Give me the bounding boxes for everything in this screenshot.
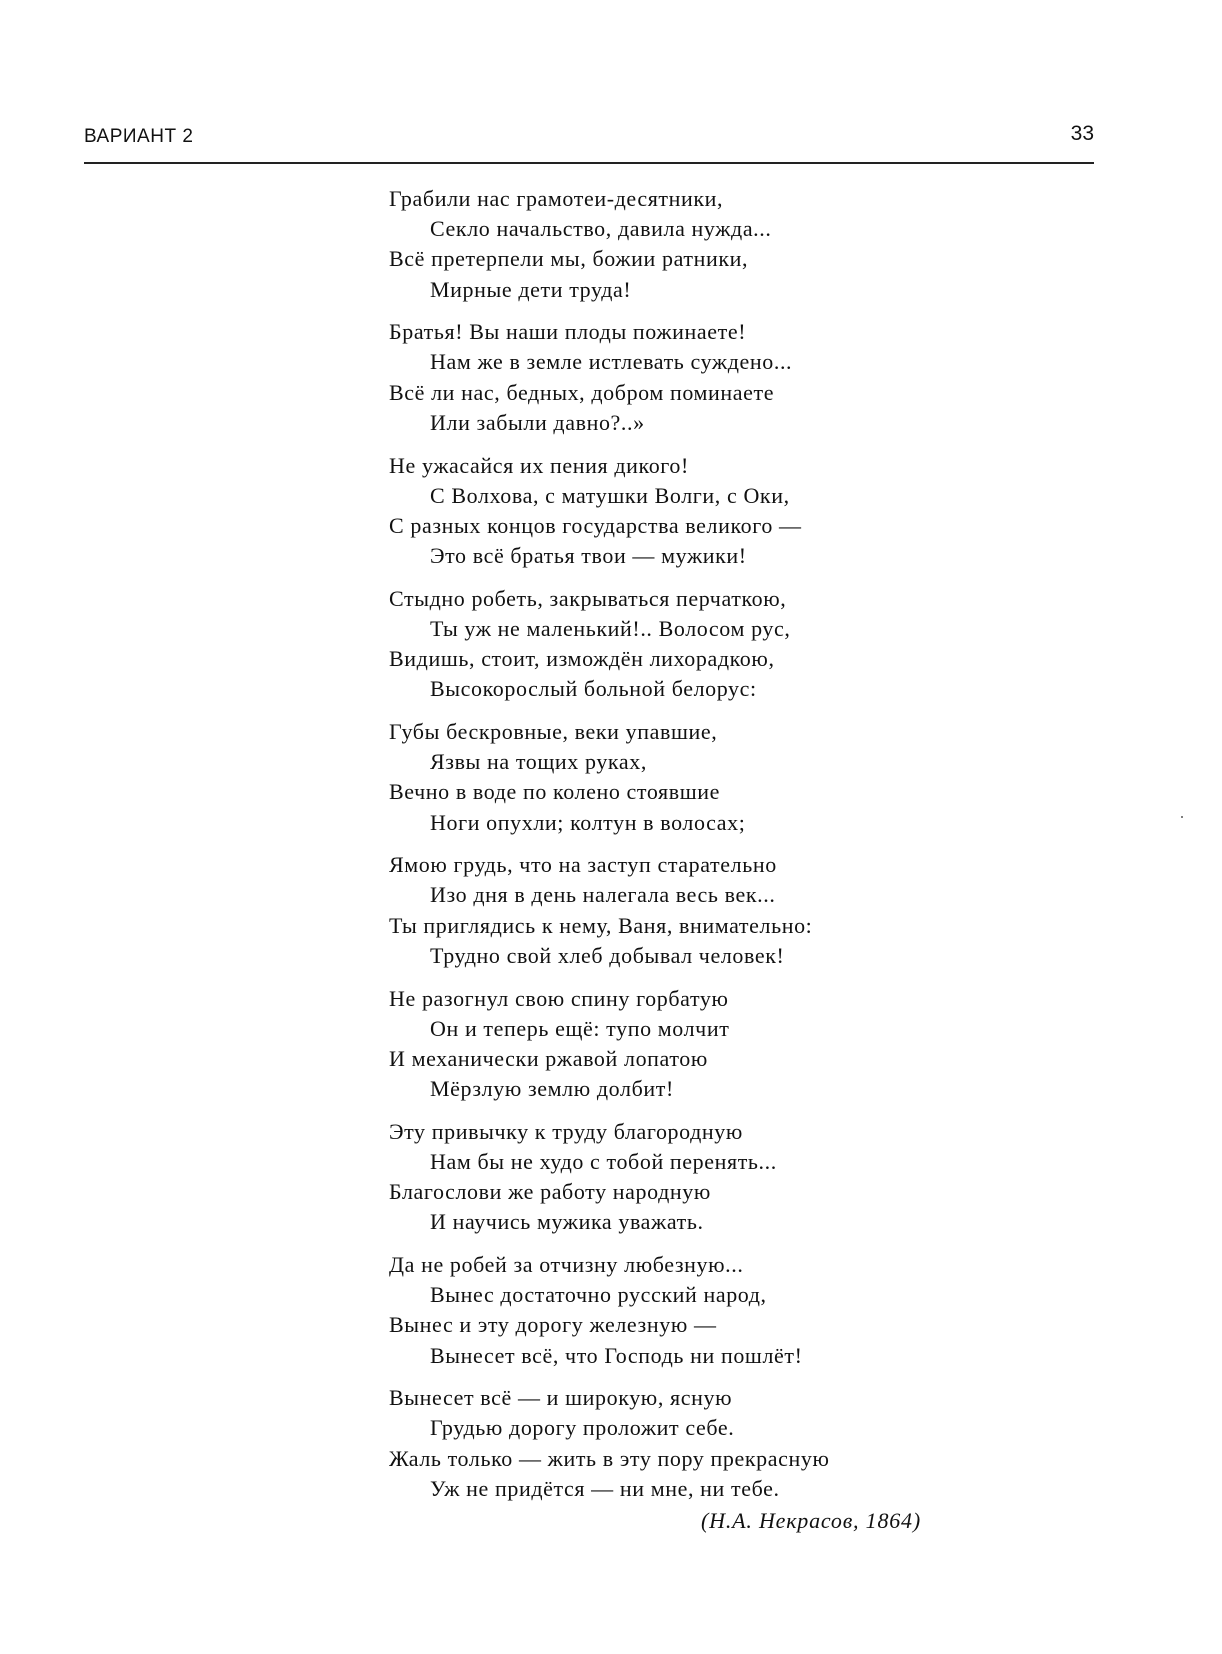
poem-line: Всё претерпели мы, божии ратники,	[389, 246, 749, 272]
poem-line: Или забыли давно?..»	[430, 409, 645, 435]
stanza-1	[389, 184, 949, 305]
poem-attribution: (Н.А. Некрасов, 1864)	[701, 1508, 921, 1533]
poem	[389, 184, 949, 1517]
poem-line: Ты приглядись к нему, Ваня, внимательно:	[389, 912, 813, 938]
stanza-2	[389, 317, 949, 438]
poem-line: Благослови же работу народную	[389, 1179, 711, 1205]
poem-line: Высокорослый больной белорус:	[430, 676, 757, 702]
poem-line: Вынесет всё — и широкую, ясную	[389, 1385, 733, 1411]
poem-line: И научись мужика уважать.	[430, 1209, 704, 1235]
poem-line: Мёрзлую землю долбит!	[430, 1076, 674, 1102]
poem-line: Губы бескровные, веки упавшие,	[389, 719, 718, 744]
poem-line: Вынес достаточно русский народ,	[430, 1282, 767, 1308]
poem-line: Братья! Вы наши плоды пожинаете!	[389, 319, 747, 345]
stanza-7	[389, 984, 949, 1105]
poem-line: Вечно в воде по колено стоявшие	[389, 779, 721, 805]
poem-line: Вынесет всё, что Господь ни пошлёт!	[430, 1342, 803, 1368]
poem-line: Грудью дорогу проложит себе.	[430, 1415, 735, 1441]
poem-line: Грабили нас грамотеи-десятники,	[389, 186, 724, 211]
scan-speck	[1181, 816, 1183, 818]
stanza-3	[389, 451, 949, 572]
header-title: ВАРИАНТ 2	[84, 126, 194, 147]
poem-line: Нам бы не худо с тобой перенять...	[430, 1148, 777, 1174]
poem-line: Ямою грудь, что на заступ старательно	[389, 852, 777, 878]
stanza-5	[389, 717, 949, 838]
poem-line: Ты уж не маленький!.. Волосом рус,	[430, 615, 791, 641]
stanza-6	[389, 850, 949, 971]
poem-line: С Волхова, с матушки Волги, с Оки,	[430, 482, 790, 508]
poem-line: Видишь, стоит, измождён лихорадкою,	[389, 646, 775, 672]
poem-line: Не ужасайся их пения дикого!	[389, 452, 689, 478]
poem-line: Нам же в земле истлевать суждено...	[430, 349, 793, 375]
poem-line: Секло начальство, давила нужда...	[430, 216, 772, 242]
poem-line: Жаль только — жить в эту пору прекрасную	[389, 1445, 830, 1471]
poem-line: Изо дня в день налегала весь век...	[430, 882, 776, 908]
poem-line: Ноги опухли; колтун в волосах;	[430, 809, 746, 835]
page-number: 33	[1070, 122, 1094, 145]
poem-line: И механически ржавой лопатою	[389, 1045, 708, 1071]
poem-line: Не разогнул свою спину горбатую	[389, 985, 729, 1011]
poem-line: Стыдно робеть, закрываться перчаткою,	[389, 585, 787, 611]
stanza-8	[389, 1117, 949, 1238]
stanza-9	[389, 1250, 949, 1371]
poem-line: Это всё братья твои — мужики!	[430, 543, 747, 569]
poem-line: Да не робей за отчизну любезную...	[389, 1252, 744, 1277]
poem-line: Мирные дети труда!	[430, 276, 632, 302]
poem-line: Трудно свой хлеб добывал человек!	[430, 942, 785, 968]
poem-line: Вынес и эту дорогу железную —	[389, 1312, 717, 1338]
poem-line: С разных концов государства великого —	[389, 512, 802, 538]
poem-line: Эту привычку к труду благородную	[389, 1118, 743, 1144]
stanza-4	[389, 584, 949, 705]
poem-line: Язвы на тощих руках,	[430, 749, 647, 775]
stanza-10	[389, 1383, 949, 1504]
poem-line: Всё ли нас, бедных, добром поминаете	[389, 379, 775, 405]
poem-line: Уж не придётся — ни мне, ни тебе.	[430, 1475, 780, 1501]
page-header	[84, 122, 1094, 164]
poem-line: Он и теперь ещё: тупо молчит	[430, 1015, 730, 1041]
